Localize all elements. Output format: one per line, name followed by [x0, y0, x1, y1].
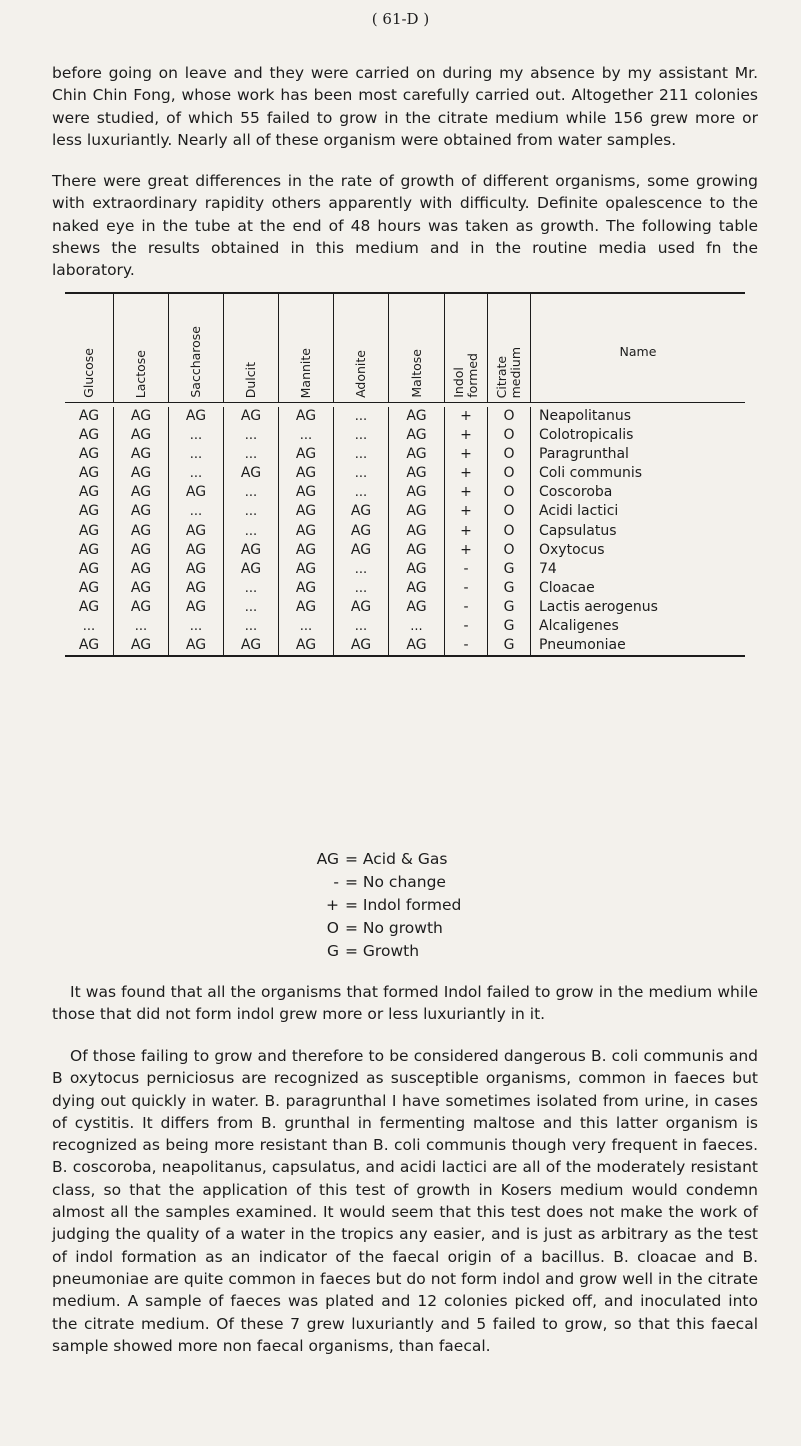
table-cell: Coscoroba: [530, 483, 745, 502]
table-header-cell: [333, 294, 388, 402]
table-cell: ...: [168, 445, 223, 464]
legend-key: -: [333, 873, 339, 891]
table-cell: Pneumoniae: [530, 636, 745, 655]
table-header-label: Name: [619, 344, 657, 359]
table-cell: AG: [278, 541, 333, 560]
paragraph-4: Of those failing to grow and therefore to be considered dangerous B. coli communis and B oxytocus perniciosus are recognized as susceptible organisms, common in faeces but dying out quickly in water. B. paragrunthal I have sometimes isolated from urine, in cases of cystitis. It differs from B. grunthal in fermenting maltose and this latter organism is recognized as being more resistant than B. coli communis though very frequent in faeces. B. coscoroba, neapolitanus, capsulatus, and acidi lactici are all of the moderately resistant class, so that the application of this test of growth in Kosers medium would condemn almost all the samples examined. It would seem that this test does not make the work of judging the quality of a water in the tropics any easier, and is just as arbitrary as the test of indol formation as an indicator of the faecal origin of a bacillus. B. cloacae and B. pneumoniae are quite common in faeces but do not form indol and grow well in the citrate medium. A sample of faeces was plated and 12 colonies picked off, and inoculated into the citrate medium. Of these 7 grew luxuriantly and 5 failed to grow, so that this faecal sample showed more non faecal organisms, than faecal.: [52, 1047, 758, 1355]
table-cell: +: [444, 522, 487, 541]
table-cell: ...: [278, 617, 333, 636]
table-header-label: Maltose: [408, 349, 424, 398]
table-cell: O: [487, 502, 530, 521]
table-cell: ...: [168, 426, 223, 445]
legend-value: = Acid & Gas: [345, 850, 448, 868]
table-cell: AG: [113, 445, 168, 464]
table-cell: AG: [78, 446, 100, 463]
table-cell: AG: [278, 445, 333, 464]
table-cell: ...: [223, 617, 278, 636]
table-cell: AG: [278, 579, 333, 598]
table-bottom-rule: [65, 655, 745, 657]
table-cell: AG: [168, 579, 223, 598]
table-header-cell: [444, 294, 487, 402]
paragraph-3: It was found that all the organisms that formed Indol failed to grow in the medium while those that did not form indol grew more or less luxuriantly in it.: [52, 983, 758, 1024]
table-cell: AG: [78, 408, 100, 424]
legend-key: G: [326, 942, 339, 960]
table-cell: AG: [278, 560, 333, 579]
table-cell: AG: [78, 427, 100, 444]
table-cell: G: [487, 617, 530, 636]
table-header-label: Citrate medium: [494, 346, 523, 398]
table-cell: AG: [388, 541, 444, 560]
table-header-cell: [168, 294, 223, 402]
table-cell: AG: [78, 465, 100, 482]
table-cell: AG: [113, 522, 168, 541]
table-cell: O: [487, 522, 530, 541]
table-cell: AG: [388, 579, 444, 598]
table-cell: ...: [278, 426, 333, 445]
table-cell: AG: [113, 483, 168, 502]
table-cell: AG: [388, 636, 444, 655]
table-cell: +: [444, 426, 487, 445]
legend-value: = No change: [345, 873, 446, 891]
table-cell: G: [487, 636, 530, 655]
table-cell: O: [487, 464, 530, 483]
table-cell: ...: [333, 579, 388, 598]
table-cell: Alcaligenes: [530, 617, 745, 636]
table-cell: ...: [113, 617, 168, 636]
legend-key: +: [326, 896, 339, 914]
table-cell: O: [487, 541, 530, 560]
page-header: ( 61-D ): [371, 10, 430, 28]
paragraph-2: There were great differences in the rate of growth of different organisms, some growing with extraordinary rapidity others apparently with difficulty. Definite opalescence to the naked eye in the tube at the end of 48 hours was taken as growth. The following table shews the results obtained in this medium and in the routine media used fn the laboratory.: [52, 172, 758, 280]
table-header-cell: [223, 294, 278, 402]
legend-key: O: [326, 919, 339, 937]
table-cell: G: [487, 598, 530, 617]
legend-value: = Growth: [345, 942, 420, 960]
table-cell: ...: [223, 522, 278, 541]
table-cell: Colotropicalis: [530, 426, 745, 445]
table-cell: ...: [168, 464, 223, 483]
table-cell: AG: [168, 541, 223, 560]
table-cell: AG: [278, 407, 333, 426]
legend: [293, 848, 533, 963]
legend-value: = No growth: [345, 919, 443, 937]
table-cell: AG: [388, 445, 444, 464]
table-cell: AG: [388, 407, 444, 426]
table-cell: Paragrunthal: [530, 445, 745, 464]
table-cell: AG: [78, 598, 100, 615]
table-header-label: Mannite: [298, 347, 313, 398]
table-cell: -: [444, 560, 487, 579]
table-cell: ...: [223, 598, 278, 617]
table-cell: AG: [78, 579, 100, 596]
table-cell: AG: [278, 464, 333, 483]
table-cell: O: [487, 407, 530, 426]
table-cell: AG: [78, 522, 100, 539]
table-cell: AG: [388, 483, 444, 502]
table-header-cell: [388, 294, 444, 402]
table-cell: AG: [78, 560, 100, 577]
legend-value: = Indol formed: [345, 896, 462, 914]
table-cell: +: [444, 483, 487, 502]
table-cell: AG: [333, 541, 388, 560]
table-cell: AG: [278, 636, 333, 655]
table-cell: AG: [278, 483, 333, 502]
table-cell: AG: [223, 464, 278, 483]
table-cell: ...: [333, 483, 388, 502]
table-cell: AG: [168, 560, 223, 579]
table-cell: AG: [78, 541, 100, 558]
table-cell: ...: [333, 426, 388, 445]
table-cell: Capsulatus: [530, 522, 745, 541]
table-cell: AG: [223, 541, 278, 560]
table-header-label: Lactose: [133, 349, 148, 398]
table-cell: AG: [223, 407, 278, 426]
legend-item: [293, 894, 533, 917]
table-cell: AG: [333, 522, 388, 541]
table-cell: AG: [278, 502, 333, 521]
table-cell: AG: [78, 503, 100, 520]
table-cell: ...: [168, 502, 223, 521]
table-header-label: Adonite: [353, 350, 368, 398]
paragraph-1: before going on leave and they were carried on during my absence by my assistant Mr. Chin Chin Fong, whose work has been most carefully carried out. Altogether 211 colonies were studied, of which 55 failed to grow in the citrate medium while 156 grew more or less luxuriantly. Nearly all of these organism were obtained from water samples.: [52, 64, 758, 149]
table-cell: G: [487, 560, 530, 579]
table-cell: AG: [113, 598, 168, 617]
table-cell: -: [444, 617, 487, 636]
table-cell: AG: [168, 636, 223, 655]
table-cell: +: [444, 502, 487, 521]
table-header-cell: [530, 294, 745, 402]
table-cell: O: [487, 445, 530, 464]
table-cell: AG: [113, 541, 168, 560]
table-cell: ...: [223, 483, 278, 502]
table-cell: AG: [333, 502, 388, 521]
table-cell: O: [487, 483, 530, 502]
table-cell: Lactis aerogenus: [530, 598, 745, 617]
table-header-label: Indol formed: [451, 353, 480, 398]
table-cell: +: [444, 445, 487, 464]
table-cell: AG: [333, 598, 388, 617]
table-header-label: Glucose: [81, 348, 96, 398]
table-cell: ...: [333, 407, 388, 426]
table-cell: ...: [333, 464, 388, 483]
legend-item: [293, 940, 533, 963]
table-cell: AG: [113, 560, 168, 579]
table-cell: AG: [78, 484, 100, 501]
table-cell: AG: [278, 598, 333, 617]
table-cell: ...: [223, 579, 278, 598]
table-cell: G: [487, 579, 530, 598]
table-cell: ...: [333, 445, 388, 464]
table-cell: Cloacae: [530, 579, 745, 598]
table-cell: AG: [78, 637, 100, 654]
table-cell: AG: [223, 560, 278, 579]
table-cell: O: [487, 426, 530, 445]
table-cell: AG: [388, 598, 444, 617]
table-cell: Neapolitanus: [530, 407, 745, 426]
legend-key: AG: [316, 850, 339, 868]
table-cell: 74: [530, 560, 745, 579]
table-cell: AG: [113, 464, 168, 483]
table-cell: AG: [113, 407, 168, 426]
table-cell: ...: [223, 445, 278, 464]
table-cell: ...: [168, 617, 223, 636]
table-cell: Oxytocus: [530, 541, 745, 560]
legend-item: [293, 917, 533, 940]
table-cell: AG: [223, 636, 278, 655]
table-header-row: [65, 294, 745, 402]
results-table: [65, 292, 745, 657]
table-cell: AG: [113, 502, 168, 521]
table-cell: -: [444, 579, 487, 598]
table-cell: +: [444, 464, 487, 483]
table-cell: AG: [333, 636, 388, 655]
table-cell: Acidi lactici: [530, 502, 745, 521]
table-cell: AG: [388, 426, 444, 445]
table-cell: Coli communis: [530, 464, 745, 483]
table-cell: AG: [113, 579, 168, 598]
table-header-cell: [65, 294, 113, 402]
table-cell: AG: [168, 598, 223, 617]
table-header-cell: [113, 294, 168, 402]
table-cell: AG: [113, 426, 168, 445]
table-cell: AG: [168, 522, 223, 541]
table-cell: ...: [333, 560, 388, 579]
table-cell: AG: [278, 522, 333, 541]
table-cell: ...: [223, 502, 278, 521]
table-cell: ...: [223, 426, 278, 445]
table-header-cell: [487, 294, 530, 402]
table-cell: AG: [168, 407, 223, 426]
table-cell: AG: [388, 502, 444, 521]
table-cell: AG: [388, 560, 444, 579]
table-body: [65, 403, 745, 655]
table-cell: AG: [168, 483, 223, 502]
legend-item: [293, 871, 533, 894]
table-cell: +: [444, 407, 487, 426]
table-cell: -: [444, 598, 487, 617]
table-cell: AG: [388, 522, 444, 541]
table-header-cell: [278, 294, 333, 402]
table-cell: AG: [113, 636, 168, 655]
table-cell: AG: [388, 464, 444, 483]
table-cell: -: [444, 636, 487, 655]
table-cell: ...: [333, 617, 388, 636]
table-cell: +: [444, 541, 487, 560]
legend-item: [293, 848, 533, 871]
table-cell: ...: [82, 619, 96, 635]
table-header-label: Saccharose: [188, 326, 203, 398]
table-header-label: Dulcit: [243, 361, 258, 398]
table-cell: ...: [388, 617, 444, 636]
